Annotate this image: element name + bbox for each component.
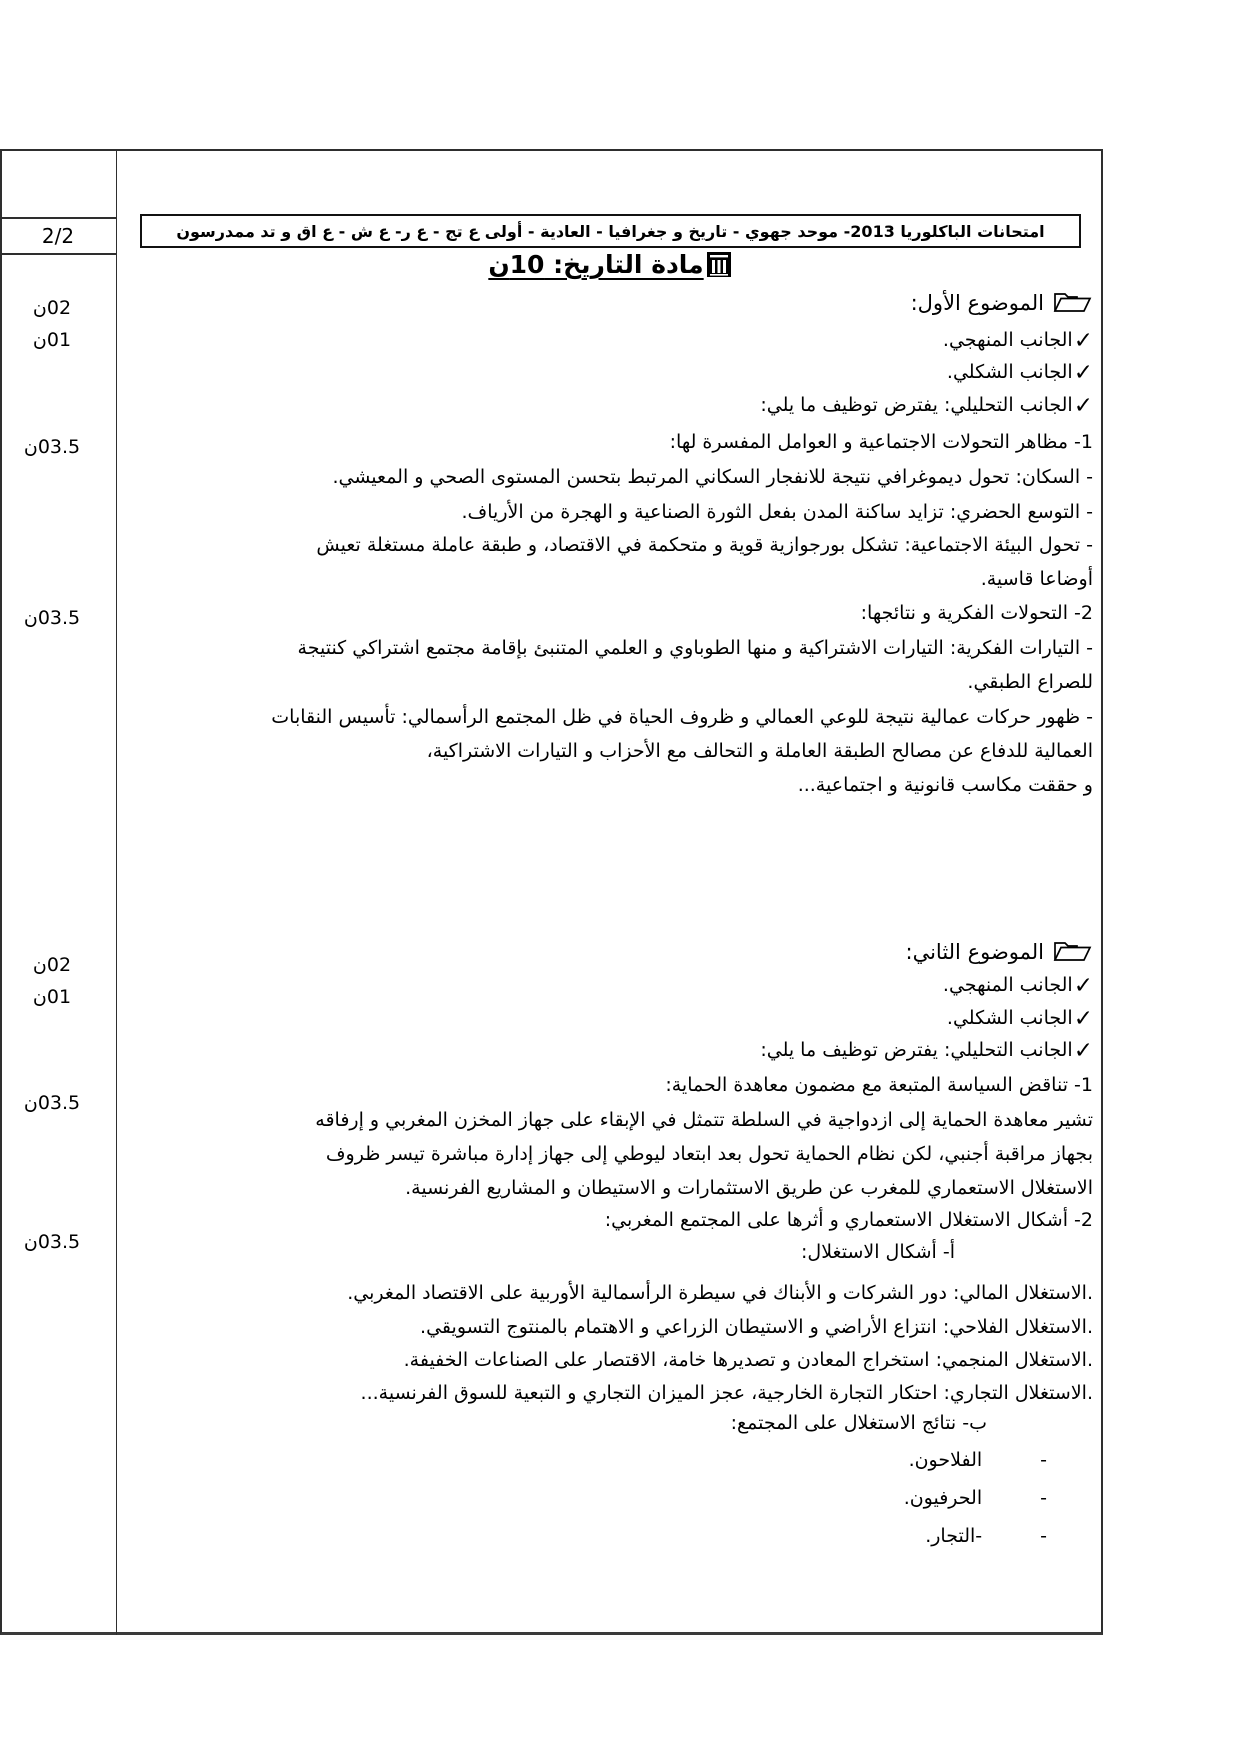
answer-text: أوضاعا قاسية. — [980, 568, 1093, 590]
answer-line — [125, 562, 1093, 596]
answer-text: .الاستغلال التجاري: احتكار التجارة الخارجية، عجز الميزان التجاري و التبعية للسوق الفرنسية... — [360, 1382, 1093, 1404]
folder-icon — [1051, 288, 1093, 325]
exam-header-text: امتحانات الباكلوريا 2013- موحد جهوي - تاريخ و جغرافيا - العادية - أولى ع تج - ع ر- ع ش - ع اق و تد ممدرسون — [176, 221, 1045, 241]
answer-line — [125, 388, 1093, 423]
answer-text: الجانب المنهجي. — [942, 329, 1073, 351]
check-icon: ✓ — [1073, 1006, 1093, 1032]
answer-text: للصراع الطبقي. — [967, 671, 1093, 693]
answer-text: - التوسع الحضري: تزايد ساكنة المدن بفعل الثورة الصناعية و الهجرة من الأرياف. — [461, 501, 1093, 523]
answer-text: تشير معاهدة الحماية إلى ازدواجية في السلطة تتمثل في الإبقاء على جهاز المخزن المغربي و إرفاقه — [315, 1109, 1093, 1131]
answer-line — [125, 323, 1093, 358]
answer-line — [125, 1406, 1093, 1440]
mark-value: 03.5ن — [23, 1092, 81, 1114]
answer-text: - تحول البيئة الاجتماعية: تشكل بورجوازية قوية و متحكمة في الاقتصاد، و طبقة عاملة مستغلة تعيش — [316, 534, 1093, 556]
topic1-heading-row — [125, 286, 1093, 325]
answer-line — [125, 734, 1093, 768]
answer-text: الجانب المنهجي. — [942, 974, 1073, 996]
answer-text: بجهاز مراقبة أجنبي، لكن نظام الحماية تحول بعد ابتعاد ليوطي إلى جهاز إدارة مباشرة تيسر ظروف — [325, 1143, 1093, 1165]
answer-line — [125, 425, 1093, 459]
answer-line — [125, 596, 1093, 630]
answer-line — [125, 1068, 1093, 1102]
dash-bullet: - — [1040, 1525, 1047, 1547]
answer-text: العمالية للدفاع عن مصالح الطبقة العاملة و التحالف مع الأحزاب و التيارات الاشتراكية، — [426, 740, 1093, 762]
answer-line — [125, 1001, 1093, 1036]
mark-value: 03.5ن — [23, 607, 81, 629]
check-icon: ✓ — [1073, 1038, 1093, 1064]
answer-text: الجانب التحليلي: يفترض توظيف ما يلي: — [760, 1039, 1073, 1061]
answer-line — [125, 631, 1093, 665]
topic1-heading: الموضوع الأول: — [910, 291, 1044, 315]
answer-line — [125, 1203, 1093, 1237]
answer-text: 1- مظاهر التحولات الاجتماعية و العوامل المفسرة لها: — [669, 431, 1093, 453]
answer-text: - التيارات الفكرية: التيارات الاشتراكية و منها الطوباوي و العلمي المتنبئ بإقامة مجتمع اشتراكي كنتيجة — [297, 637, 1093, 659]
answer-line — [125, 495, 1093, 529]
answer-text: 2- أشكال الاستغلال الاستعماري و أثرها على المجتمع المغربي: — [604, 1209, 1093, 1231]
answer-line — [125, 665, 1093, 699]
page-number: 2/2 — [41, 224, 75, 248]
answer-line — [125, 1171, 1093, 1205]
answer-text: .الاستغلال المنجمي: استخراج المعادن و تصديرها خامة، الاقتصار على الصناعات الخفيفة. — [403, 1349, 1093, 1371]
dash-bullet: - — [1040, 1487, 1047, 1509]
topic2-heading: الموضوع الثاني: — [905, 940, 1044, 964]
answer-line — [125, 1343, 1093, 1377]
exam-header-box — [140, 214, 1081, 248]
marks-column-separator — [116, 149, 117, 1635]
answer-text: .الاستغلال الفلاحي: انتزاع الأراضي و الاستيطان الزراعي و الاهتمام بالمنتوج التسويقي. — [420, 1316, 1093, 1338]
subject-title: مادة التاريخ: 10ن — [488, 250, 704, 279]
list-item — [125, 1443, 1093, 1477]
answer-text: - ظهور حركات عمالية نتيجة للوعي العمالي و ظروف الحياة في ظل المجتمع الرأسمالي: تأسيس النقابات — [271, 706, 1093, 728]
answer-line — [125, 1310, 1093, 1344]
answer-text: و حققت مكاسب قانونية و اجتماعية... — [797, 774, 1093, 796]
answer-text: .الاستغلال المالي: دور الشركات و الأبناك في سيطرة الرأسمالية الأوربية على الاقتصاد المغربي. — [347, 1282, 1093, 1304]
answer-line — [125, 460, 1093, 494]
answer-line — [125, 355, 1093, 390]
mark-value: 02ن — [32, 954, 72, 976]
answer-line — [125, 1103, 1093, 1137]
answer-text: - السكان: تحول ديموغرافي نتيجة للانفجار السكاني المرتبط بتحسن المستوى الصحي و المعيشي. — [332, 466, 1093, 488]
answer-text: -التجار. — [925, 1525, 983, 1547]
dash-bullet: - — [1040, 1449, 1047, 1471]
answer-text: أ- أشكال الاستغلال: — [801, 1241, 955, 1263]
mark-value: 02ن — [32, 297, 72, 319]
answer-text: 1- تناقض السياسة المتبعة مع مضمون معاهدة الحماية: — [665, 1074, 1093, 1096]
check-icon: ✓ — [1073, 973, 1093, 999]
answer-line — [125, 768, 1093, 802]
answer-line — [125, 700, 1093, 734]
answer-text: ب- نتائج الاستغلال على المجتمع: — [730, 1412, 987, 1434]
subject-title-row — [125, 250, 1095, 284]
page-number-cell — [0, 217, 116, 255]
answer-line — [125, 1235, 1093, 1269]
list-item — [125, 1519, 1093, 1553]
answer-line — [125, 968, 1093, 1003]
answer-text: الجانب التحليلي: يفترض توظيف ما يلي: — [760, 394, 1073, 416]
answer-text: الجانب الشكلي. — [946, 1007, 1073, 1029]
check-icon: ✓ — [1073, 393, 1093, 419]
answer-line — [125, 1376, 1093, 1410]
answer-text: الجانب الشكلي. — [946, 361, 1073, 383]
list-item — [125, 1481, 1093, 1515]
mark-value: 01ن — [32, 986, 72, 1008]
check-icon: ✓ — [1073, 360, 1093, 386]
answer-line — [125, 1137, 1093, 1171]
answer-line — [125, 1033, 1093, 1068]
seal-icon — [706, 250, 732, 284]
check-icon: ✓ — [1073, 328, 1093, 354]
answer-line — [125, 1276, 1093, 1310]
answer-text: الفلاحون. — [908, 1449, 983, 1471]
mark-value: 01ن — [32, 329, 72, 351]
mark-value: 03.5ن — [23, 1231, 81, 1253]
answer-text: الاستغلال الاستعماري للمغرب عن طريق الاستثمارات و الاستيطان و المشاريع الفرنسية. — [405, 1177, 1093, 1199]
mark-value: 03.5ن — [23, 436, 81, 458]
answer-text: الحرفيون. — [903, 1487, 983, 1509]
answer-text: 2- التحولات الفكرية و نتائجها: — [860, 602, 1093, 624]
answer-line — [125, 528, 1093, 562]
